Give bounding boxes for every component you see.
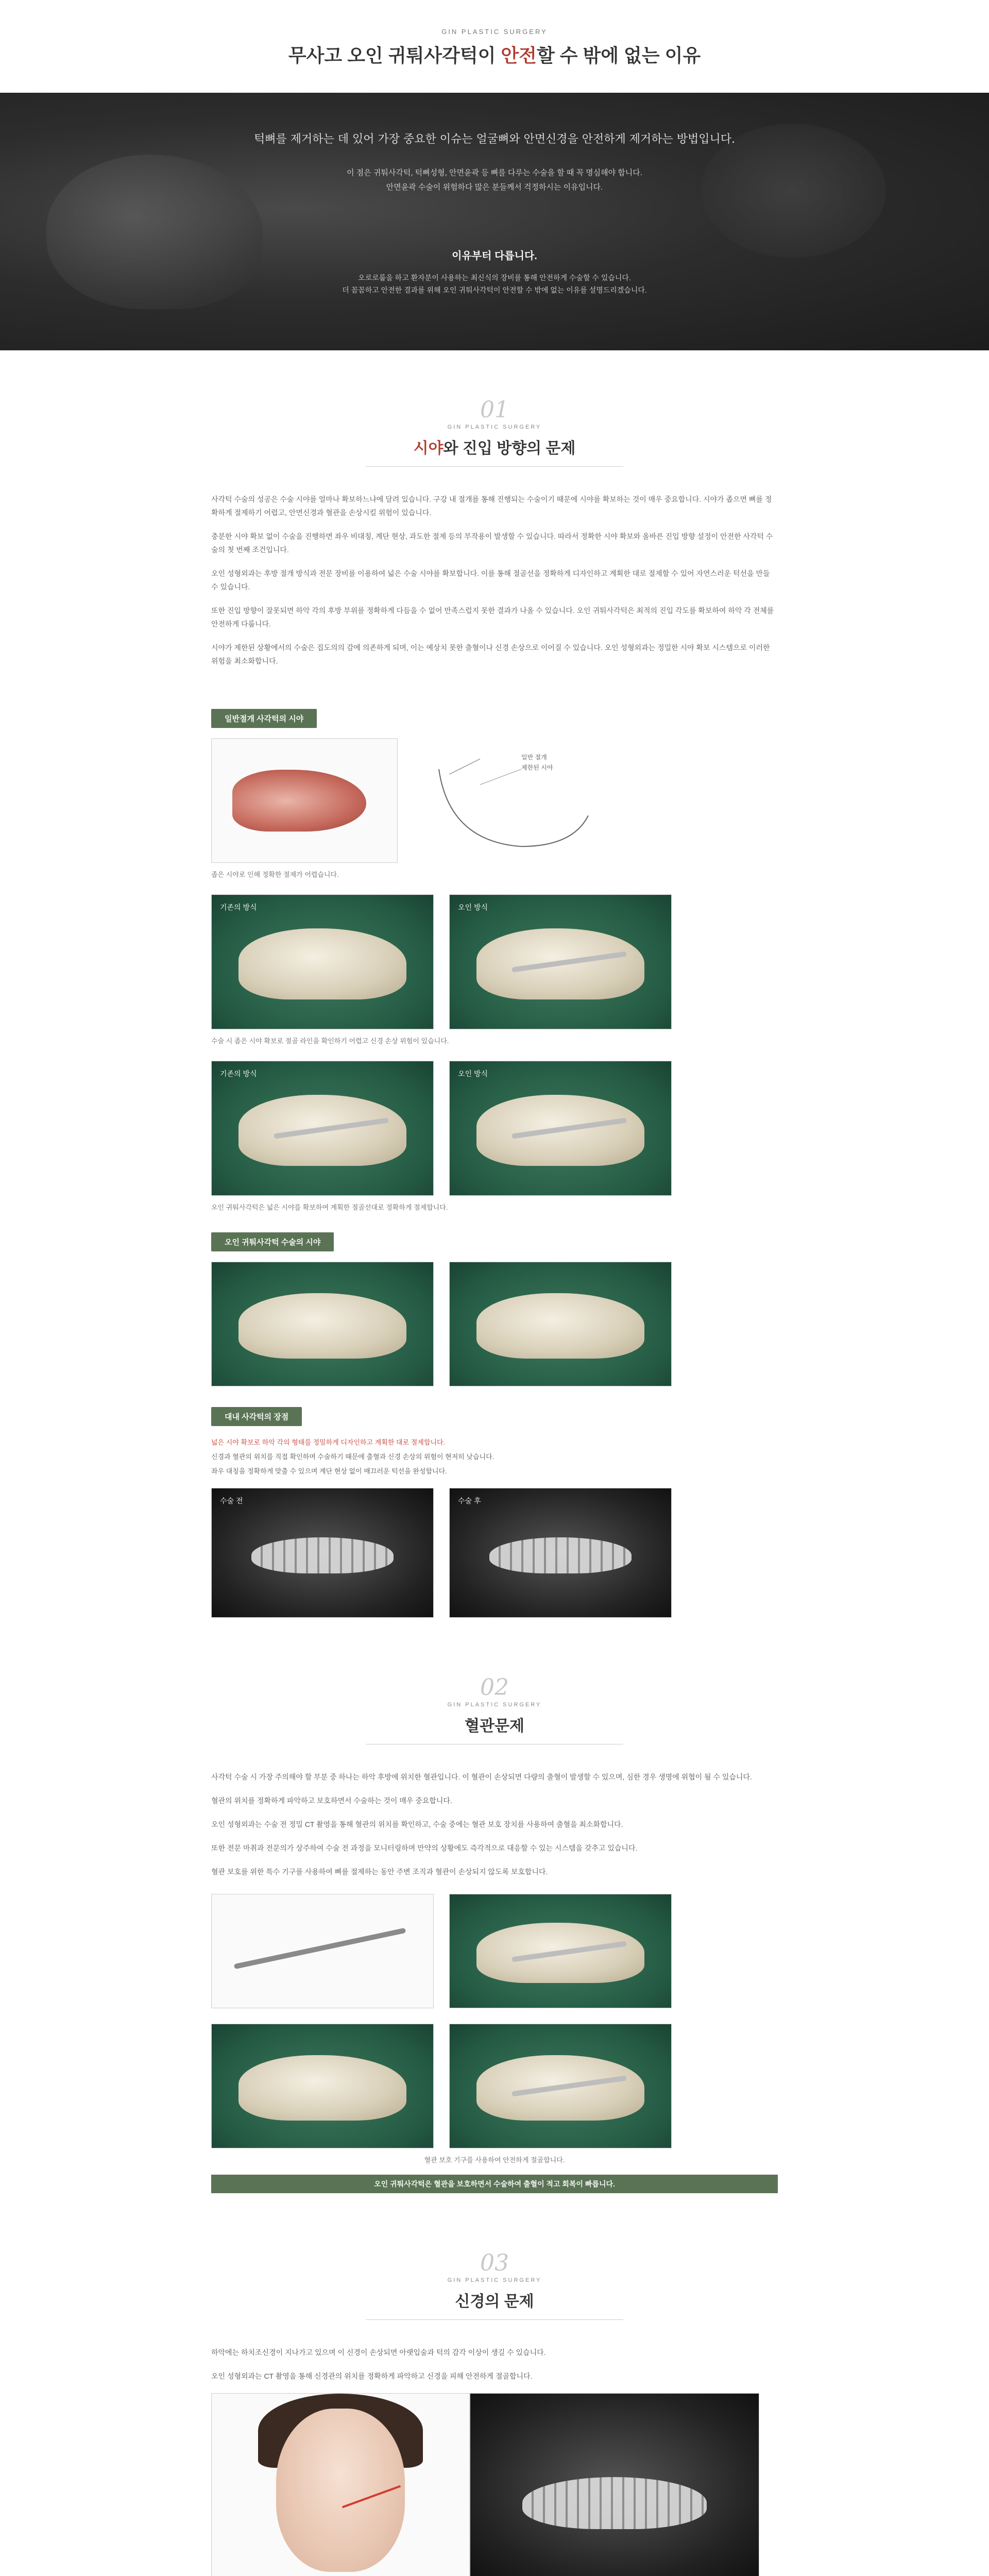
hero-desc (0, 272, 989, 296)
surgery-photo (211, 1061, 434, 1196)
hero-strong: 이유부터 다릅니다. (452, 250, 537, 262)
paragraph: 오인 성형외과는 후방 절개 방식과 전문 장비를 이용하여 넓은 수술 시야를 확보합니다. 이를 통해 절골선을 정확하게 디자인하고 계획한 대로 절제할 수 있어 자연스러운 턱선을 만들 수 있습니다. (211, 569, 770, 591)
section-2-banner: 오인 귀퉈사각턱은 혈관을 보호하면서 수술하여 출혈이 적고 회복이 빠릅니다. (211, 2175, 778, 2193)
xray-row (211, 1488, 778, 1618)
photo-row-2 (211, 1061, 778, 1196)
title-suffix: 할 수 밖에 없는 이유 (536, 45, 701, 66)
photo-tag: 기존의 방식 (220, 1070, 257, 1078)
photo-row-1 (211, 894, 778, 1029)
hero-sub (0, 166, 989, 195)
section-title: 신경의 문제 (455, 2293, 534, 2310)
hero-sub-line-2: 안면윤곽 수술이 위험하다 많은 분들께서 걱정하시는 이유입니다. (386, 183, 603, 192)
panel-1-label: 일반절개 사각턱의 시야 (211, 709, 317, 728)
panel-2-label: 오인 귀퉈사각턱 수술의 시야 (211, 1232, 334, 1251)
section-title (165, 435, 824, 458)
divider (366, 466, 623, 467)
nerve-visual (211, 2393, 778, 2576)
paragraph: 또한 전문 마취과 전문의가 상주하여 수술 전 과정을 모니터링하며 만약의 상황에도 즉각적으로 대응할 수 있는 시스템을 갖추고 있습니다. (211, 1844, 638, 1852)
bone-shape (238, 2055, 407, 2121)
photo-row-1-caption: 수술 시 좁은 시야 확보로 절골 라인을 확인하기 어렵고 신경 손상 위험이 있습니다. (211, 1037, 449, 1045)
divider (366, 2319, 623, 2320)
section-number: 02 (480, 1674, 509, 1701)
brand-label: GIN PLASTIC SURGERY (441, 28, 548, 36)
photo-tag: 기존의 방식 (220, 903, 257, 911)
hero-lead: 턱뼈를 제거하는 데 있어 가장 중요한 이슈는 얼굴뼈와 안면신경을 안전하게 제거하는 방법입니다. (253, 133, 735, 146)
paragraph: 혈관의 위치를 정확하게 파악하고 보호하면서 수술하는 것이 매우 중요합니다. (211, 1797, 452, 1805)
teeth-shape (251, 1537, 393, 1573)
photo-row-2-caption: 오인 귀퉈사각턱은 넓은 시야를 확보하여 계획한 절골선대로 정확하게 절제합니다. (211, 1204, 448, 1211)
surgery-photo (449, 1894, 672, 2008)
section-number: 03 (480, 2250, 509, 2276)
xray-tag: 수술 전 (220, 1497, 243, 1505)
diagram-label-1: 일반 절개 (521, 754, 547, 761)
face-nerve-photo (211, 2393, 470, 2576)
section-1-head (165, 397, 824, 467)
hero-bottom (0, 247, 989, 296)
section-brand: GIN PLASTIC SURGERY (447, 2277, 542, 2283)
bone-shape (238, 1293, 407, 1359)
photo-tag: 오인 방식 (458, 903, 488, 911)
surgery-photo (449, 894, 672, 1029)
diagram-label-2: 제한된 시야 (521, 764, 553, 771)
title-highlight: 안전 (501, 45, 537, 66)
hero-banner (0, 93, 989, 350)
paragraph: 신경과 혈관의 위치를 직접 확인하며 수술하기 때문에 출혈과 신경 손상의 위험이 현저히 낮습니다. (211, 1453, 494, 1461)
teeth-shape (489, 1537, 631, 1573)
photo-tag: 오인 방식 (458, 1070, 488, 1078)
title-prefix: 무사고 오인 귀퉈사각턱이 (288, 45, 501, 66)
panel-2-photos (211, 1262, 778, 1386)
section-2-row-2 (211, 2024, 778, 2148)
mouth-illustration (232, 770, 366, 832)
hero-desc-line-1: 오로로룹을 하고 환자분이 사용하는 최신식의 장비를 통해 안전하게 수술할 수 있습니다. (358, 274, 631, 282)
section-brand: GIN PLASTIC SURGERY (447, 424, 542, 430)
page-header (0, 0, 989, 93)
hero-desc-line-2: 더 꼼꼼하고 안전한 결과를 위해 오인 귀퉈사각턱이 안전할 수 밖에 없는 이유를 설명드리겠습니다. (342, 286, 647, 294)
section-2-row-1 (211, 1894, 778, 2008)
paragraph: 사각턱 수술 시 가장 주의해야 할 부분 중 하나는 하악 후방에 위치한 혈관입니다. 이 혈관이 손상되면 다량의 출혈이 발생할 수 있으며, 심한 경우 생명에 위협이 될 수 있습니다. (211, 1773, 752, 1781)
instrument-shape (234, 1928, 406, 1969)
jaw-outline-svg (418, 738, 604, 862)
section-2 (165, 1674, 824, 2193)
panel-1-caption: 좁은 시야로 인해 정확한 절제가 어렵습니다. (211, 871, 339, 878)
xray-image (449, 1488, 672, 1618)
bone-shape (238, 928, 407, 999)
section-title-highlight: 시야 (413, 440, 444, 457)
jaw-photo (211, 738, 398, 863)
paragraph: 충분한 시야 확보 없이 수술을 진행하면 좌우 비대칭, 계단 현상, 과도한 절제 등의 부작용이 발생할 수 있습니다. 따라서 정확한 시야 확보와 올바른 진입 방향 설정이 안전한 사각턱 수술의 첫 번째 조건입니다. (211, 532, 773, 554)
surgery-photo (211, 1262, 434, 1386)
highlight-text: 넓은 시야 확보로 하악 각의 형태를 정밀하게 디자인하고 계획한 대로 절제합니다. (211, 1438, 446, 1446)
teeth-shape (522, 2477, 707, 2529)
surgery-photo (449, 2024, 672, 2148)
ct-scan-image (470, 2393, 759, 2576)
panel-2 (211, 1232, 778, 1386)
panel-3-text (211, 1436, 778, 1478)
hero-sub-line-1: 이 점은 귀퉈사각턱, 턱뼈성형, 안면윤곽 등 뼈를 다루는 수술을 할 때 꼭 명심해야 합니다. (347, 168, 642, 177)
section-2-body (211, 1770, 778, 1878)
bone-shape (476, 1293, 645, 1359)
section-2-media (211, 1894, 778, 2193)
panel-1 (211, 709, 778, 1212)
section-number: 01 (480, 397, 509, 423)
section-title: 혈관문제 (465, 1718, 524, 1735)
section-brand: GIN PLASTIC SURGERY (447, 1702, 542, 1708)
paragraph: 혈관 보호를 위한 특수 기구를 사용하여 뼈를 절제하는 동안 주변 조직과 혈관이 손상되지 않도록 보호합니다. (211, 1868, 548, 1876)
section-2-caption: 혈관 보호 기구를 사용하여 안전하게 절골합니다. (424, 2156, 565, 2164)
section-3-body (211, 2346, 778, 2383)
paragraph: 시야가 제한된 상황에서의 수술은 집도의의 감에 의존하게 되며, 이는 예상치 못한 출혈이나 신경 손상으로 이어질 수 있습니다. 오인 성형외과는 정밀한 시야 확보 시스템으로 이러한 위험을 최소화합니다. (211, 643, 770, 665)
panel-3 (211, 1407, 778, 1618)
section-1-body (211, 493, 778, 668)
section-1 (165, 397, 824, 1618)
instrument-photo (211, 1894, 434, 2008)
panel-1-diagrams (211, 738, 778, 863)
surgery-photo (449, 1061, 672, 1196)
section-3 (165, 2250, 824, 2576)
surgery-photo (449, 1262, 672, 1386)
section-3-head (165, 2250, 824, 2320)
page-title (0, 41, 989, 67)
panel-3-label: 대내 사각턱의 장점 (211, 1407, 302, 1426)
surgery-photo (211, 894, 434, 1029)
paragraph: 오인 성형외과는 수술 전 정밀 CT 촬영을 통해 혈관의 위치를 확인하고, 수술 중에는 혈관 보호 장치를 사용하여 출혈을 최소화합니다. (211, 1820, 623, 1828)
jaw-diagram (418, 738, 604, 862)
paragraph: 오인 성형외과는 CT 촬영을 통해 신경관의 위치를 정확하게 파악하고 신경을 피해 안전하게 절골합니다. (211, 2372, 533, 2380)
paragraph: 하악에는 하치조신경이 지나가고 있으며 이 신경이 손상되면 아랫입술과 턱의 감각 이상이 생길 수 있습니다. (211, 2348, 546, 2357)
xray-tag: 수술 후 (458, 1497, 481, 1505)
paragraph: 사각턱 수술의 성공은 수술 시야를 얼마나 확보하느냐에 달려 있습니다. 구강 내 절개를 통해 진행되는 수술이기 때문에 시야를 확보하는 것이 매우 중요합니다. 시야가 좁으면 뼈를 정확하게 절제하기 어렵고, 안면신경과 혈관을 손상시킬 위험이 있습니다. (211, 495, 772, 517)
paragraph: 또한 진입 방향이 잘못되면 하악 각의 후방 부위를 정확하게 다듬을 수 없어 만족스럽지 못한 결과가 나올 수 있습니다. 오인 귀퉈사각턱은 최적의 진입 각도를 확보하여 하악 각 전체를 안전하게 다룹니다. (211, 606, 774, 628)
xray-image (211, 1488, 434, 1618)
surgery-photo (211, 2024, 434, 2148)
section-2-head (165, 1674, 824, 1744)
paragraph: 좌우 대칭을 정확하게 맞출 수 있으며 계단 현상 없이 매끄러운 턱선을 완성합니다. (211, 1467, 447, 1475)
section-title-rest: 와 진입 방향의 문제 (443, 440, 576, 457)
hero-text (0, 129, 989, 195)
